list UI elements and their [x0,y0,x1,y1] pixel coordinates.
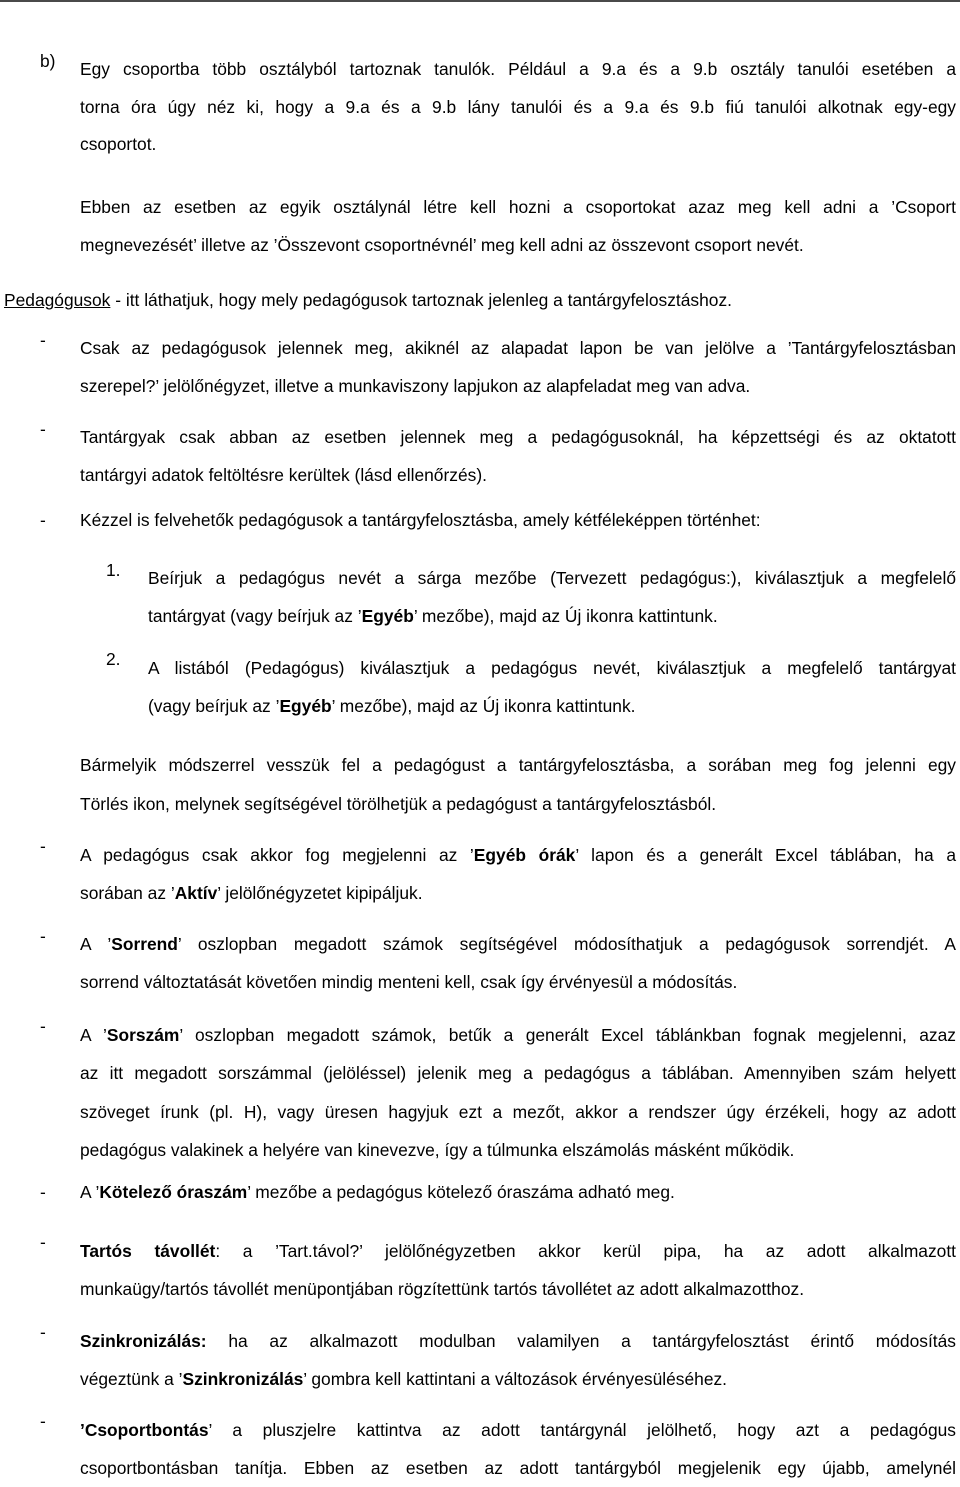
text-run: A pedagógus csak akkor fog megjelenni az ’ [80,845,474,865]
section-b-paragraph [80,51,956,164]
bullet-line: Csak az pedagógusok jelennek meg, akiknél az alapadat lapon be van jelölve a ’Tantárgyfelosztásban [80,338,956,358]
text-run: ’ lapon és a generált Excel táblában, ha a [575,845,956,865]
numbered-item [148,649,956,725]
bullet-item [80,330,956,405]
bold-term: Egyéb [279,696,332,716]
bold-term: Sorszám [106,1025,180,1045]
paragraph-line: megnevezését’ illetve az ’Összevont csoportnévnél’ meg kell adni az összevont csoport nevét. [80,235,804,255]
text-run: (vagy beírjuk az ’ [148,696,280,716]
bold-term: Egyéb [361,605,414,626]
bullet-line: Kézzel is felvehetők pedagógusok a tantárgyfelosztásba, amely kétféleképpen történhet: [80,510,761,530]
section-marker: b) [40,51,56,71]
text-run: tantárgyat (vagy beírjuk az ’ [148,605,362,626]
bullet-dash: - [40,510,46,530]
numbered-line: Beírjuk a pedagógus nevét a sárga mezőbe (Tervezett pedagógus:), kiválasztjuk a megfelelő [148,568,956,588]
bold-term: ’Csoportbontás [80,1420,209,1440]
bullet-line: munkaügy/tartós távollét menüpontjában rögzítettünk tartós távollétet az adott alkalmazotthoz. [80,1279,805,1299]
text-run: ha az alkalmazott modulban valamilyen a tantárgyfelosztást érintő módosítás [206,1331,956,1351]
list-number: 2. [106,649,121,669]
bullet-line: tantárgyi adatok feltöltésre kerültek (lásd ellenőrzés). [80,464,487,485]
bold-term: Szinkronizálás: [80,1331,207,1351]
bullet-item [80,836,956,912]
text-run: ’ oszlopban megadott számok segítségével módosíthatjuk a pedagógusok sorrendjét. A [177,934,956,954]
numbered-line: A listából (Pedagógus) kiválasztjuk a pedagógus nevét, kiválasztjuk a megfelelő tantárgyat [148,658,956,678]
paragraph-line: torna óra úgy néz ki, hogy a 9.a és a 9.b lány tanulói és a 9.a és 9.b fiú tanulói alkotnak egy-egy [80,96,956,117]
paragraph-line: Törlés ikon, melynek segítségével törölhetjük a pedagógust a tantárgyfelosztásból. [80,794,717,814]
bullet-line: szerepel?’ jelölőnégyzet, illetve a munkaviszony lapjukon az alapfeladat meg van adva. [80,375,751,396]
text-run: ’ jelölőnégyzetet kipipáljuk. [217,883,423,903]
text-run: ’ mezőbe a pedagógus kötelező óraszáma adható meg. [247,1182,675,1202]
text-run: végeztünk a ’ [80,1369,183,1389]
bold-term: Sorrend [111,934,178,954]
paragraph-line: Egy csoportba több osztályból tartoznak tanulók. Például a 9.a és a 9.b osztály tanulói esetében a [80,59,956,79]
paragraph-line: csoportot. [80,134,157,154]
numbered-item [148,560,956,635]
bullet-line: Tantárgyak csak abban az esetben jelennek meg a pedagógusoknál, ha képzettségi és az oktatott [80,427,956,447]
bullet-item [80,510,956,531]
bullet-item [80,419,956,494]
bullet-item [80,926,956,1001]
pedagogusok-line [4,290,954,311]
bullet-dash: - [40,1182,46,1202]
bullet-line: csoportbontásban tanítja. Ebben az esetben az adott tantárgyból megjelenik egy újabb, amelynél [80,1458,956,1478]
bullet-line: az itt megadott sorszámmal (jelöléssel) jelenik meg a pedagógus a táblában. Amennyiben szám helyett [80,1063,956,1084]
bullet-dash: - [40,836,46,856]
bullet-line: sorrend változtatását követően mindig menteni kell, csak így érvényesül a módosítás. [80,971,738,992]
bullet-item [80,1232,956,1308]
text-run: ’ a pluszjelre kattintva az adott tantárgynál jelölhető, hogy azt a pedagógus [208,1420,956,1440]
bullet-dash: - [40,1016,46,1036]
group-note-paragraph [80,188,956,264]
text-run: A ’ [80,1182,100,1202]
bold-term: Aktív [174,883,218,903]
bullet-dash: - [40,926,46,946]
list-number: 1. [106,560,121,580]
paragraph-line: Bármelyik módszerrel vesszük fel a pedagógust a tantárgyfelosztásba, a sorában meg fog jelenni egy [80,755,956,775]
bullet-dash: - [40,1322,46,1342]
text-run: sorában az ’ [80,883,175,903]
text-run: ’ mezőbe), majd az Új ikonra kattintunk. [331,696,636,716]
bold-term: Szinkronizálás [182,1369,304,1389]
delete-note-paragraph [80,746,956,824]
text-run: A ’ [80,934,112,954]
bullet-item [80,1182,956,1203]
text-run: ’ oszlopban megadott számok, betűk a generált Excel táblánkban fognak megjelenni, azaz [179,1025,956,1045]
pedagogusok-description: - itt láthatjuk, hogy mely pedagógusok tartoznak jelenleg a tantárgyfelosztáshoz. [110,290,732,310]
text-run: A ’ [80,1025,107,1045]
pedagogusok-heading: Pedagógusok [4,290,111,310]
bullet-line: pedagógus valakinek a helyére van kinevezve, így a túlmunka elszámolás másként működik. [80,1139,795,1160]
bullet-dash: - [40,419,46,439]
paragraph-line: Ebben az esetben az egyik osztálynál létre kell hozni a csoportokat azaz meg kell adni a ’Csoport [80,197,956,217]
text-run: ’ mezőbe), majd az Új ikonra kattintunk. [413,605,718,626]
bullet-dash: - [40,1232,46,1252]
text-run: ’ gombra kell kattintani a változások érvényesüléséhez. [303,1369,728,1389]
bullet-item [80,1411,956,1487]
bullet-item [80,1016,956,1169]
bold-term: Tartós távollét [80,1241,216,1261]
bullet-dash: - [40,1411,46,1431]
bullet-item [80,1322,956,1398]
bullet-dash: - [40,330,46,350]
bullet-line: szöveget írunk (pl. H), vagy üresen hagyjuk ezt a mezőt, akkor a rendszer úgy érzékeli, hogy az adott [80,1101,956,1122]
bold-term: Egyéb órák [473,845,576,865]
top-rule [0,0,960,2]
bold-term: Kötelező óraszám [99,1182,248,1202]
text-run: : a ’Tart.távol?’ jelölőnégyzetben akkor kerül pipa, ha az adott alkalmazott [215,1241,957,1261]
